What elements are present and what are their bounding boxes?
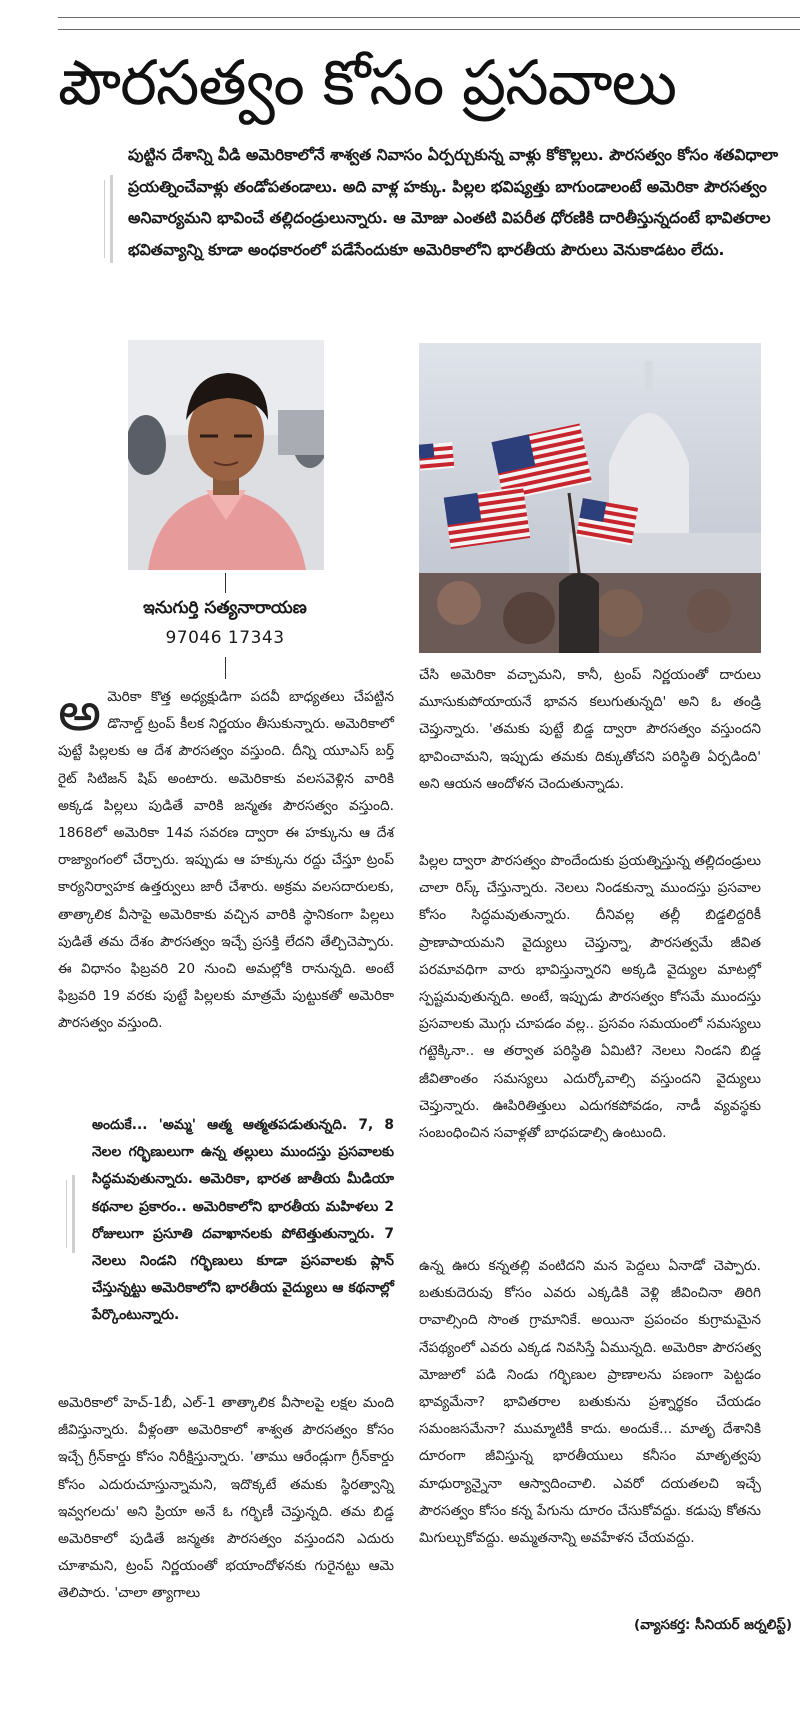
pullquote-bar — [72, 1175, 75, 1253]
author-photo — [128, 340, 324, 570]
top-rule — [58, 17, 800, 18]
pullquote-bar-thin — [66, 1180, 67, 1248]
drop-cap: అ — [58, 680, 102, 743]
byline-rule-top — [225, 573, 226, 593]
body-paragraph-5: పిల్లల ద్వారా పౌరసత్వం పొందేందుకు ప్రయత్నిస్తున్న తల్లిదండ్రులు చాలా రిస్క్ చేస్తున్నారు. నెలలు నిండకున్నా ముందస్తు ప్రసవాల కోసం సిద్ధమవుతున్నారు. దీనివల్ల తల్లీ బిడ్డలిద్దరికీ ప్రాణాపాయమని వైద్యులు చెప్తున్నా, పౌరసత్వమే జీవిత పరమావధిగా వారు భావిస్తున్నారని అక్కడి వైద్యుల మాటల్లో స్పష్టమవుతున్నది. అంటే, ఇప్పుడు పౌరసత్వం కోసమే ముందస్తు ప్రసవాలకు మొగ్గు చూపడం వల్ల.. ప్రసవం సమయంలో సమస్యలు గట్టెక్కినా.. ఆ తర్వాత పరిస్థితి ఏమిటి? నెలలు నిండని బిడ్డ జీవితాంతం సమస్యలు ఎదుర్కోవాల్సి వస్తుందని వైద్యులు చెప్తున్నారు. ఊపిరితిత్తులు ఎదుగకపోవడం, నాడీ వ్యవస్థకు సంబంధించిన సవాళ్లతో బాధపడాల్సి ఉంటుంది. — [419, 853, 761, 1142]
intro-quote-bar — [110, 175, 113, 263]
intro-paragraph: పుట్టిన దేశాన్ని వీడి అమెరికాలోనే శాశ్వత నివాసం ఏర్పర్చుకున్న వాళ్లు కోకొల్లలు. పౌరసత్వం కోసం శతవిధాలా ప్రయత్నించేవాళ్లు తండోపతండాలు. అది వాళ్ల హక్కు. పిల్లల భవిష్యత్తు బాగుండాలంటే అమెరికా పౌరసత్వం అనివార్యమని భావించే తల్లిదండ్రులున్నారు. ఆ మోజు ఎంతటి విపరీత ధోరణికి దారితీస్తున్నదంటే భావితరాల భవితవ్యాన్ని కూడా అంధకారంలో పడేసేందుకూ అమెరికాలోని భారతీయ పౌరులు వెనుకాడటం లేదు. — [128, 146, 779, 259]
intro-quote-bar-thin — [104, 180, 105, 258]
author-phone: 97046 17343 — [165, 628, 285, 648]
author-credit: (వ్యాసకర్త: సీనియర్ జర్నలిస్ట్) — [634, 1617, 792, 1633]
body-paragraph-6: ఉన్న ఊరు కన్నతల్లి వంటిదని మన పెద్దలు ఏనాడో చెప్పారు. బతుకుదెరువు కోసం ఎవరు ఎక్కడికి వెళ్లి జీవించినా తిరిగి రావాల్సింది సొంత గ్రామానికే. అయినా ప్రపంచం కుగ్రామమైన నేపథ్యంలో ఎవరు ఎక్కడ నివసిస్తే ఏమున్నది. అమెరికా పౌరసత్వ మోజులో పడి నిండు గర్భిణుల ప్రాణాలను పణంగా పెట్టడం భావ్యమేనా? భావితరాల బతుకును ప్రశ్నార్థకం చేయడం సమంజసమేనా? ముమ్మాటికీ కాదు. అందుకే... మాతృ దేశానికి దూరంగా జీవిస్తున్న భారతీయులు కనీసం మాతృత్వపు మాధుర్యాన్నైనా ఆస్వాదించాలి. ఎవరో దయతలచి ఇచ్చే పౌరసత్వం కోసం కన్న పేగును దూరం చేసుకోవద్దు. కడుపు కోతను మిగుల్చుకోవద్దు. అమ్మతనాన్ని అవహేళన చేయవద్దు. — [419, 1258, 761, 1547]
body-paragraph-1: అమెరికా కొత్త అధ్యక్షుడిగా పదవీ బాధ్యతలు చేపట్టిన డొనాల్డ్ ట్రంప్ కీలక నిర్ణయం తీసుకున్నారు. అమెరికాలో పుట్టే పిల్లలకు ఆ దేశ పౌరసత్వం వస్తుంది. దీన్ని యూఎస్ బర్త్ రైట్ సిటిజన్ షిప్ అంటారు. అమెరికాకు వలసవెళ్లిన వారికి అక్కడ పిల్లలు పుడితే వారికి జన్మతః పౌరసత్వం వస్తుంది. 1868లో అమెరికా 14వ సవరణ ద్వారా ఈ హక్కును ఆ దేశ రాజ్యాంగంలో చేర్చారు. ఇప్పుడు ఆ హక్కును రద్దు చేస్తూ ట్రంప్ కార్యనిర్వాహక ఉత్తర్వులు జారీ చేశారు. అక్రమ వలసదారులకు, తాత్కాలిక వీసాపై అమెరికాకు వచ్చిన వారికి స్థానికంగా పిల్లలు పుడితే తమ దేశం పౌరసత్వం ఇచ్చే ప్రసక్తి లేదని తేల్చిచెప్పారు. ఈ విధానం ఫిబ్రవరి 20 నుంచి అమల్లోకి రానున్నది. అంటే ఫిబ్రవరి 19 వరకు పుట్టే పిల్లలకు మాత్రమే పుట్టుకతో అమెరికా పౌరసత్వం వస్తుంది. — [58, 680, 394, 1032]
flags-capitol-photo — [419, 343, 761, 653]
flags-capitol-illustration — [419, 343, 761, 653]
byline-rule-bottom — [225, 657, 226, 679]
headline: పౌరసత్వం కోసం ప్రసవాలు — [58, 46, 677, 119]
body-paragraph-4: చేసి అమెరికా వచ్చామని, కానీ, ట్రంప్ నిర్ణయంతో దారులు మూసుకుపోయాయనే భావన కలుగుతున్నది' అని ఓ తండ్రి చెప్తున్నారు. 'తమకు పుట్టే బిడ్డ ద్వారా పౌరసత్వం వస్తుందని భావించామని, ఇప్పుడు తమకు దిక్కుతోచని పరిస్థితి ఏర్పడింది' అని ఆయన ఆందోళన చెందుతున్నాడు. — [419, 667, 761, 792]
author-portrait-illustration — [128, 340, 324, 570]
body-paragraph-2: అందుకే... 'అమ్మ' ఆత్మ ఆత్మతపడుతున్నది. 7, 8 నెలల గర్భిణులుగా ఉన్న తల్లులు ముందస్తు ప్రసవాలకు సిద్ధమవుతున్నారు. అమెరికా, భారత జాతీయ మీడియా కథనాల ప్రకారం.. అమెరికాలోని భారతీయ మహిళలు 2 రోజులుగా ప్రసూతి దవాఖానలకు పోటెత్తుతున్నారు. 7 నెలలు నిండని గర్భిణులు కూడా ప్రసవాలకు ప్లాన్ చేస్తున్నట్టు అమెరికాలోని భారతీయ వైద్యులు ఆ కథనాల్లో పేర్కొంటున్నారు. — [92, 1117, 394, 1324]
body-paragraph-3: అమెరికాలో హెచ్-1బీ, ఎల్-1 తాత్కాలిక వీసాలపై లక్షల మంది జీవిస్తున్నారు. వీళ్లంతా అమెరికాలో శాశ్వత పౌరసత్వం కోసం ఇచ్చే గ్రీన్‌కార్డు కోసం నిరీక్షిస్తున్నారు. 'తాము ఆరేండ్లుగా గ్రీన్‌కార్డు కోసం ఎదురుచూస్తున్నామని, ఇదొక్కటే తమకు స్థిరత్వాన్ని ఇవ్వగలదు' అని ప్రియా అనే ఓ గర్భిణీ చెప్తున్నది. తమ బిడ్డ అమెరికాలో పుడితే జన్మతః పౌరసత్వం వస్తుందని ఎదురు చూశామని, ట్రంప్ నిర్ణయంతో భయాందోళనకు గురైనట్టు ఆమె తెలిపారు. 'చాలా త్యాగాలు — [58, 1395, 394, 1602]
author-name: ఇనుగుర్తి సత్యనారాయణ — [143, 598, 307, 618]
top-rule-2 — [58, 29, 800, 30]
